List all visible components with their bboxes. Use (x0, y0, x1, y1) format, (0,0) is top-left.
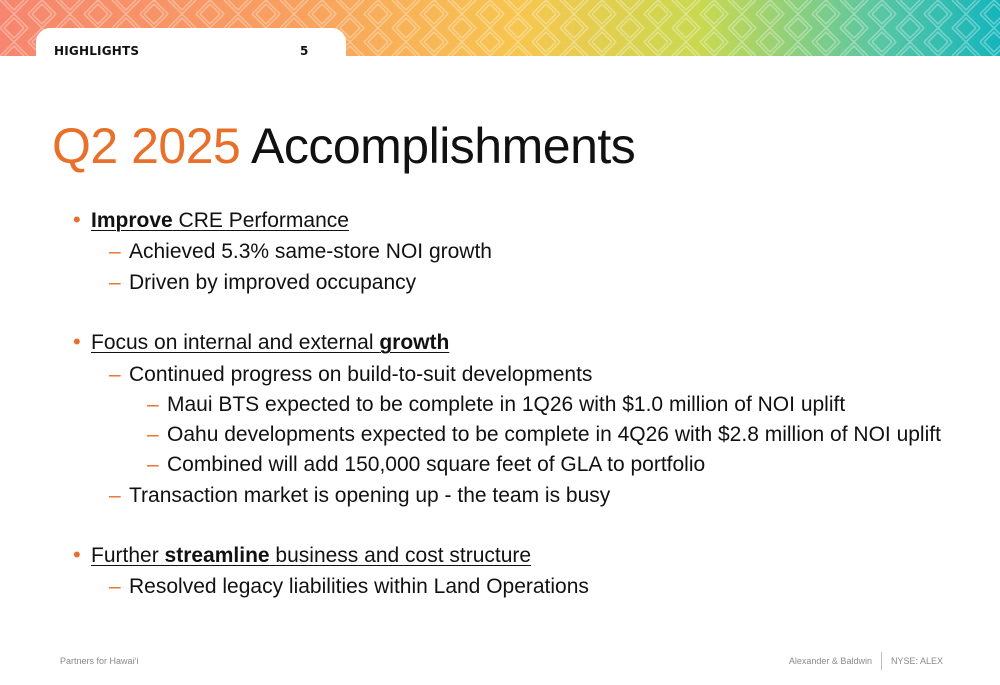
section-heading (73, 542, 532, 569)
footer-ticker: NYSE: ALEX (890, 656, 943, 666)
page-title (52, 118, 635, 176)
dash-icon: – (109, 363, 121, 386)
dash-icon: – (109, 484, 121, 507)
footer-company: Alexander & Baldwin (788, 656, 872, 666)
bullet-icon: • (73, 329, 81, 354)
sub-list-item-text: Oahu developments expected to be complete in 4Q26 with $2.8 million of NOI uplift (167, 423, 941, 446)
heading-rest: CRE Performance (172, 209, 349, 232)
section-label: HIGHLIGHTS (54, 44, 140, 58)
dash-icon: – (109, 575, 121, 598)
list-item (109, 270, 417, 296)
page-number: 5 (300, 44, 309, 58)
section-tab (36, 28, 346, 60)
sub-list-item (147, 452, 706, 478)
sub-list-item-text: Maui BTS expected to be complete in 1Q26 with $1.0 million of NOI uplift (167, 393, 846, 416)
dash-icon: – (147, 423, 159, 446)
section-heading (73, 329, 450, 356)
sub-list-item-text: Combined will add 150,000 square feet of GLA to portfolio (167, 453, 706, 476)
list-item-text: Transaction market is opening up - the team is busy (129, 484, 611, 507)
list-item (109, 483, 611, 509)
heading-rest: business and cost structure (269, 544, 532, 567)
dash-icon: – (109, 271, 121, 294)
heading-pre: Focus on internal and external (91, 331, 380, 354)
list-item (109, 362, 593, 388)
list-item (109, 239, 492, 265)
title-accent: Q2 2025 (52, 118, 241, 174)
bullet-icon: • (73, 207, 81, 232)
heading-pre: Further (91, 544, 165, 567)
sub-list-item (147, 422, 941, 448)
sub-list-item (147, 392, 846, 418)
heading-bold: growth (379, 331, 450, 354)
footer-brand (789, 653, 943, 669)
list-item (109, 574, 589, 600)
dash-icon: – (147, 393, 159, 416)
footer-divider (881, 652, 882, 670)
list-item-text: Driven by improved occupancy (129, 271, 417, 294)
footer-tagline: Partners for Hawai‘i (60, 656, 139, 666)
dash-icon: – (109, 240, 121, 263)
bullet-icon: • (73, 542, 81, 567)
section-heading (73, 207, 349, 234)
list-item-text: Achieved 5.3% same-store NOI growth (129, 240, 492, 263)
list-item-text: Resolved legacy liabilities within Land Operations (129, 575, 589, 598)
dash-icon: – (147, 453, 159, 476)
title-rest: Accomplishments (250, 118, 636, 174)
heading-bold: streamline (164, 544, 270, 567)
list-item-text: Continued progress on build-to-suit developments (129, 363, 593, 386)
heading-bold: Improve (91, 209, 173, 232)
